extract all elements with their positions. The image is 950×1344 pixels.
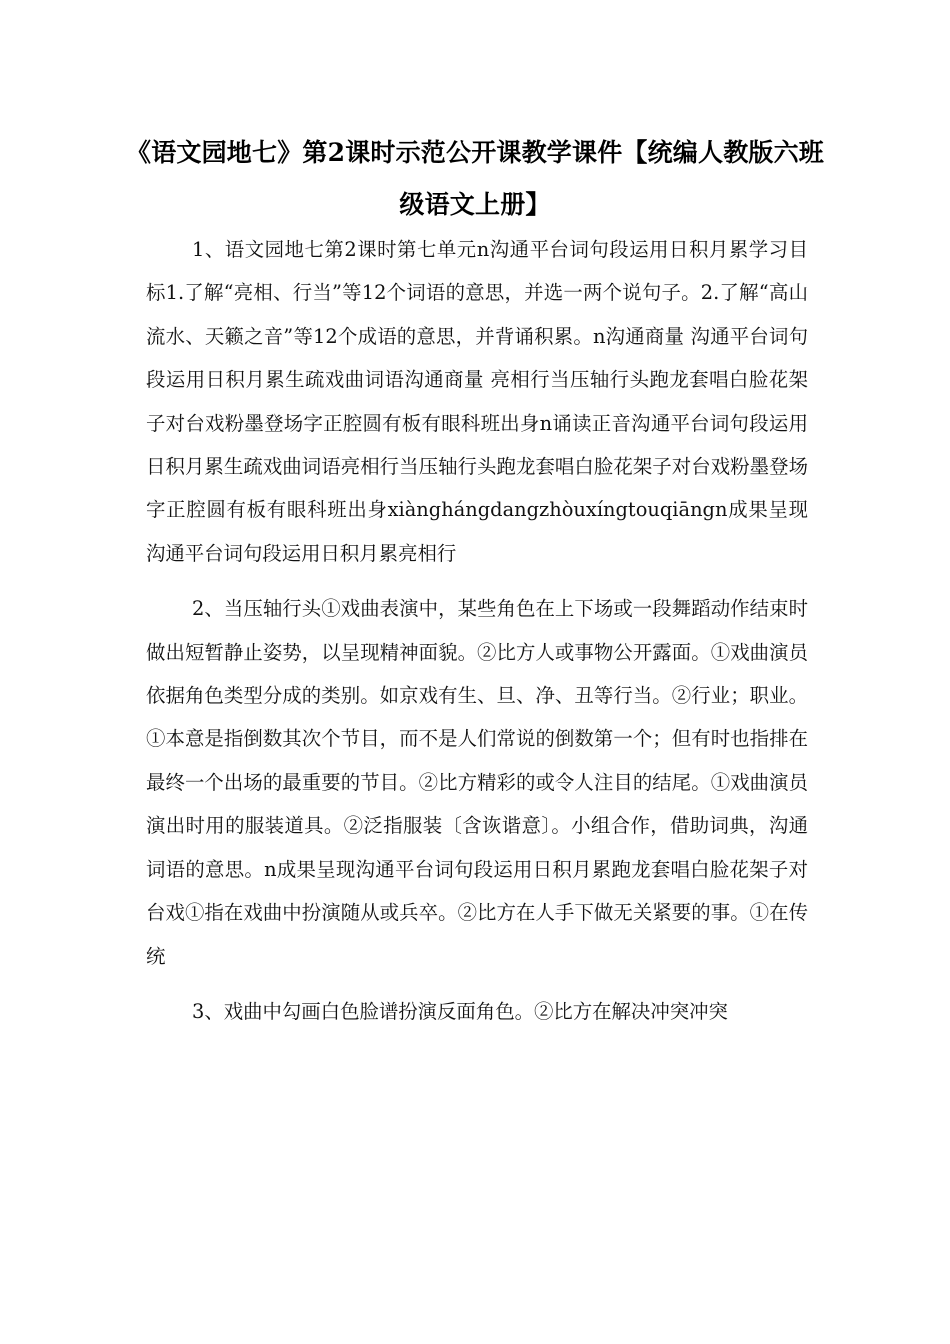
document-body [146,228,808,1045]
document-title: 《语文园地七》第2课时示范公开课教学课件【统编人教版六班级语文上册】 [126,138,824,219]
paragraph-3: 3、戏曲中勾画白色脸谱扮演反面角色。②比方在解决冲突冲突 [192,999,728,1023]
paragraph-1: 1、语文园地七第2课时第七单元n沟通平台词句段运用日积月累学习目标1.了解“亮相、行当”等12个词语的意思，并选一两个说句子。2.了解“高山流水、天籁之音”等12个成语的意思，并背诵积累。n沟通商量 沟通平台词句段运用日积月累生疏戏曲词语沟通商量 亮相行当压轴行头跑龙套唱白脸花架子对台戏粉墨登场字正腔圆有板有眼科班出身n诵读正音沟通平台词句段运用日积月累生疏戏曲词语亮相行当压轴行头跑龙套唱白脸花架子对台戏粉墨登场字正腔圆有板有眼科班出身xiànghángdangzhòuxíngtouqiāngn成果呈现沟通平台词句段运用日积月累亮相行 [146,238,808,565]
paragraph-2: 2、当压轴行头①戏曲表演中，某些角色在上下场或一段舞蹈动作结束时做出短暂静止姿势，以呈现精神面貌。②比方人或事物公开露面。①戏曲演员依据角色类型分成的类别。如京戏有生、旦、净、丑等行当。②行业；职业。①本意是指倒数其次个节目，而不是人们常说的倒数第一个；但有时也指排在最终一个出场的最重要的节目。②比方精彩的或令人注目的结尾。①戏曲演员演出时用的服装道具。②泛指服装〔含诙谐意〕。小组合作，借助词典，沟通词语的意思。n成果呈现沟通平台词句段运用日积月累跑龙套唱白脸花架子对台戏①指在戏曲中扮演随从或兵卒。②比方在人手下做无关紧要的事。①在传统 [146,597,808,968]
